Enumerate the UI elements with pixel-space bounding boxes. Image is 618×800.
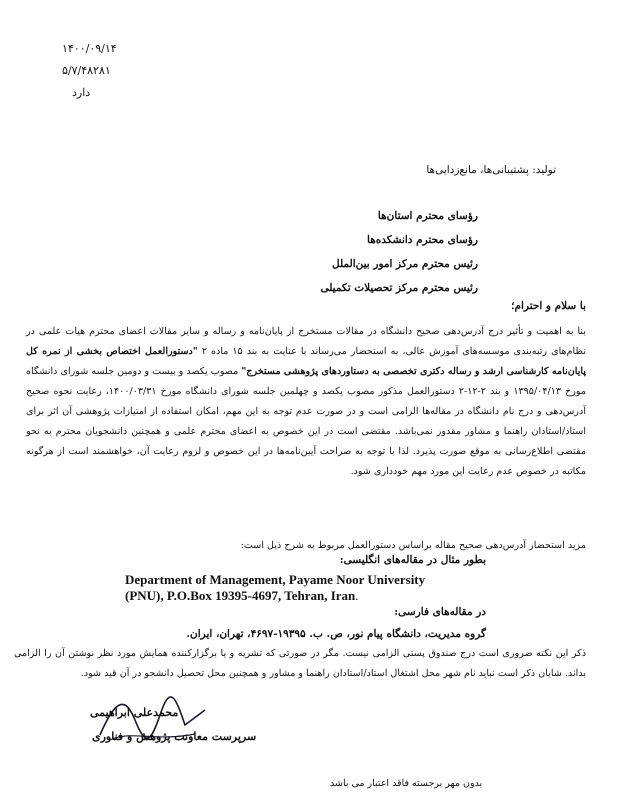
recipient-international: رئیس محترم مرکز امور بین‌الملل (332, 258, 478, 270)
body-text-2: مصوب یکصد و بیست و دومین جلسه شورای دانشگاه مورخ ۱۳۹۵/۰۴/۱۳ و بند ۲-۱۲-۲ دستورالعمل مذکور مصوب یکصد و چهلمین جلسه شورای دانشگاه مورخ ۱۴۰۰/۰۳/۳۱، رعایت نحوه صحیح آدرس‌دهی و درج نام دانشگاه در مقاله‌ها الزامی است و در صورت عدم توجه به این مهم، امکان استفاده از امتیازات پژوهشی آن اثر برای استاد/استادان راهنما و مشاور مقدور نمی‌باشد. مقتضی است در این خصوص به اعضای محترم علمی و همچنین دانشجویان محترم به نحو مقتضی اطلاع‌رسانی به موقع صورت پذیرد. لذا با توجه به صراحت آیین‌نامه‌ها در این خصوص و لزوم رعایت آن، خواهشمند است از هرگونه مکاتبه در خصوص عدم رعایت این مورد مهم خودداری شود. (26, 366, 586, 477)
letter-subject: تولید: پشتیبانی‌ها، مانع‌زدایی‌ها (426, 164, 556, 176)
recipient-graduate: رئیس محترم مرکز تحصیلات تکمیلی (320, 282, 478, 294)
english-address-text: Department of Management, Payame Noor University (PNU), P.O.Box 19395-4697, Tehran, Iran (125, 572, 426, 603)
recipient-faculties: رؤسای محترم دانشکده‌ها (367, 234, 478, 246)
body-text-1: بنا به اهمیت و تأثیر درج آدرس‌دهی صحیح دانشگاه در مقالات مستخرج از پایان‌نامه و رساله و سایر مقالات اعضای محترم هیات علمی در نظام‌های رتبه‌بندی موسسه‌های آموزش عالی، به استحضار می‌رساند با عنایت به بند ۱۵ ماده ۲ (26, 326, 586, 357)
greeting: با سلام و احترام؛ (511, 300, 586, 312)
recipient-provinces: رؤسای محترم استان‌ها (377, 210, 478, 222)
note-paragraph: ذکر این نکته ضروری است درج صندوق پستی الزامی نیست. مگر در صورتی که تشریه و یا برگزارکننده همایش مورد نظر نوشتن آن را الزامی بداند. شایان ذکر است نباید نام شهر محل اشتغال استاد/استادان راهنما و مشاور و همچنین محل تحصیل دانشجو در آن قید شود. (14, 648, 586, 679)
body-paragraph-2: مزید استحضار آدرس‌دهی صحیح مقاله براساس دستورالعمل مربوط به شرح ذیل است: (240, 540, 586, 551)
footer-notice: بدون مهر برجسته فاقد اعتبار می باشد (330, 778, 483, 789)
letter-date: ۱۴۰۰/۰۹/۱۴ (62, 42, 117, 55)
body-paragraph (26, 322, 586, 482)
persian-address: گروه مدیریت، دانشگاه پیام نور، ص. ب. ۱۹۳۹۵-۴۶۹۷، تهران، ایران. (186, 628, 486, 640)
persian-heading: در مقاله‌های فارسی: (394, 606, 486, 618)
letter-number: ۵/۷/۴۸۲۸۱ (62, 64, 111, 77)
english-address-period: . (355, 588, 359, 603)
signatory-title: سرپرست معاونت پژوهش و فناوری (92, 730, 257, 743)
english-heading: بطور مثال در مقاله‌های انگلیسی: (339, 554, 486, 566)
english-address (125, 572, 445, 604)
signatory-name: محمدعلی ابراهیمی (90, 706, 179, 719)
body-regulation-title: "دستورالعمل اختصاص بخشی از نمره کل پایان‌نامه کارشناسی ارشد و رساله دکتری تخصصی به دستاوردهای پژوهشی مستخرج" (26, 346, 586, 377)
letter-attachment: دارد (72, 86, 91, 99)
